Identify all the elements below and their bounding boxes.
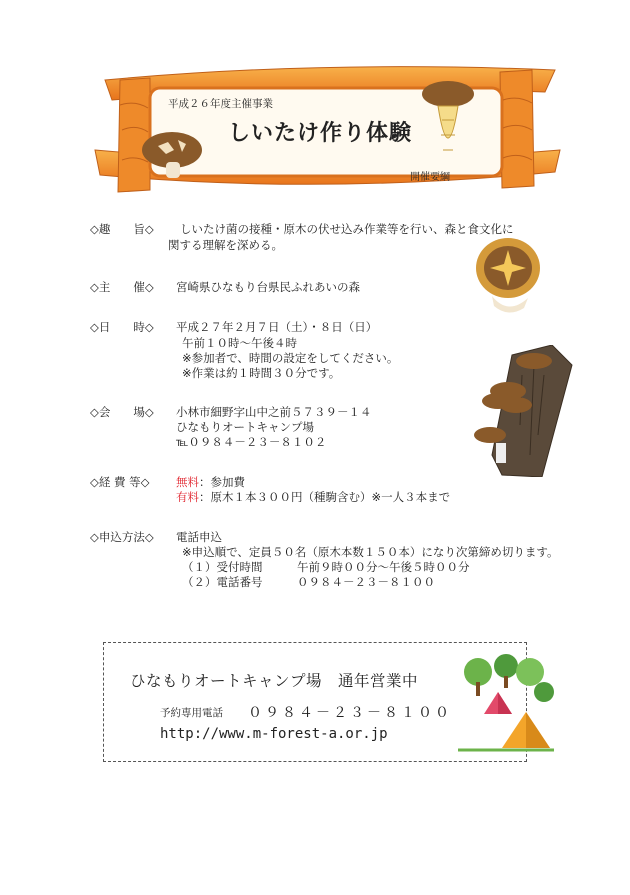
section-text: ※作業は約１時間３０分です。	[182, 366, 341, 380]
section-text: ℡０９８４－２３－８１０２	[176, 435, 327, 449]
section-text: 午前１０時～午後４時	[182, 336, 297, 350]
section-text: 平成２７年２月７日（土）・８日（日）	[176, 320, 378, 334]
section-text: しいたけ菌の接種・原木の伏せ込み作業等を行い、森と食文化に	[180, 222, 514, 236]
section-text: （２）電話番号 ０９８４－２３－８１００	[182, 575, 435, 589]
section-label: ◇会 場◇	[90, 405, 154, 419]
mushroom-icon	[140, 128, 220, 180]
fee-tag-free: 無料	[176, 475, 199, 489]
section-text: ※参加者で、時間の設定をしてください。	[182, 351, 399, 365]
section-label: ◇趣 旨◇	[90, 222, 154, 236]
section-text: （１）受付時間 午前９時００分～午後５時００分	[182, 560, 470, 574]
page-title: しいたけ作り体験	[228, 121, 413, 146]
fee-tag-paid: 有料	[176, 490, 199, 504]
section-text: ひなもりオートキャンプ場	[176, 420, 314, 434]
section-label: ◇日 時◇	[90, 320, 154, 334]
header-subtitle: 平成２６年度主催事業	[168, 98, 273, 110]
tent-trees-illustration	[458, 652, 554, 756]
section-text: 小林市細野字山中之前５７３９－１４	[176, 405, 372, 419]
section-label: ◇主 催◇	[90, 280, 154, 294]
section-text: 宮崎県ひなもり台県民ふれあいの森	[176, 280, 360, 294]
phone-number: ０９８４－２３－８１００	[248, 705, 452, 721]
section-text: 関する理解を深める。	[168, 238, 283, 252]
fee-free-row: 無料：参加費	[176, 475, 245, 489]
section-text: 電話申込	[176, 530, 222, 544]
header-tag: 開催要綱	[410, 172, 450, 183]
log-mushroom-illustration	[472, 345, 582, 477]
wood-sign-banner	[0, 0, 630, 200]
section-text: ※申込順で、定員５０名（原木本数１５０本）になり次第締め切ります。	[182, 545, 559, 559]
section-label: ◇申込方法◇	[90, 530, 154, 544]
camp-title: ひなもりオートキャンプ場 通年営業中	[130, 672, 419, 690]
phone-label: 予約専用電話	[160, 707, 223, 719]
mushroom-icon	[418, 80, 478, 172]
fee-paid-row: 有料：原木１本３００円（種駒含む）※一人３本まで	[176, 490, 451, 504]
mushroom-icon	[468, 236, 548, 316]
section-label: ◇経 費 等◇	[90, 475, 150, 489]
website-link[interactable]: http://www.m-forest-a.or.jp	[160, 726, 388, 742]
